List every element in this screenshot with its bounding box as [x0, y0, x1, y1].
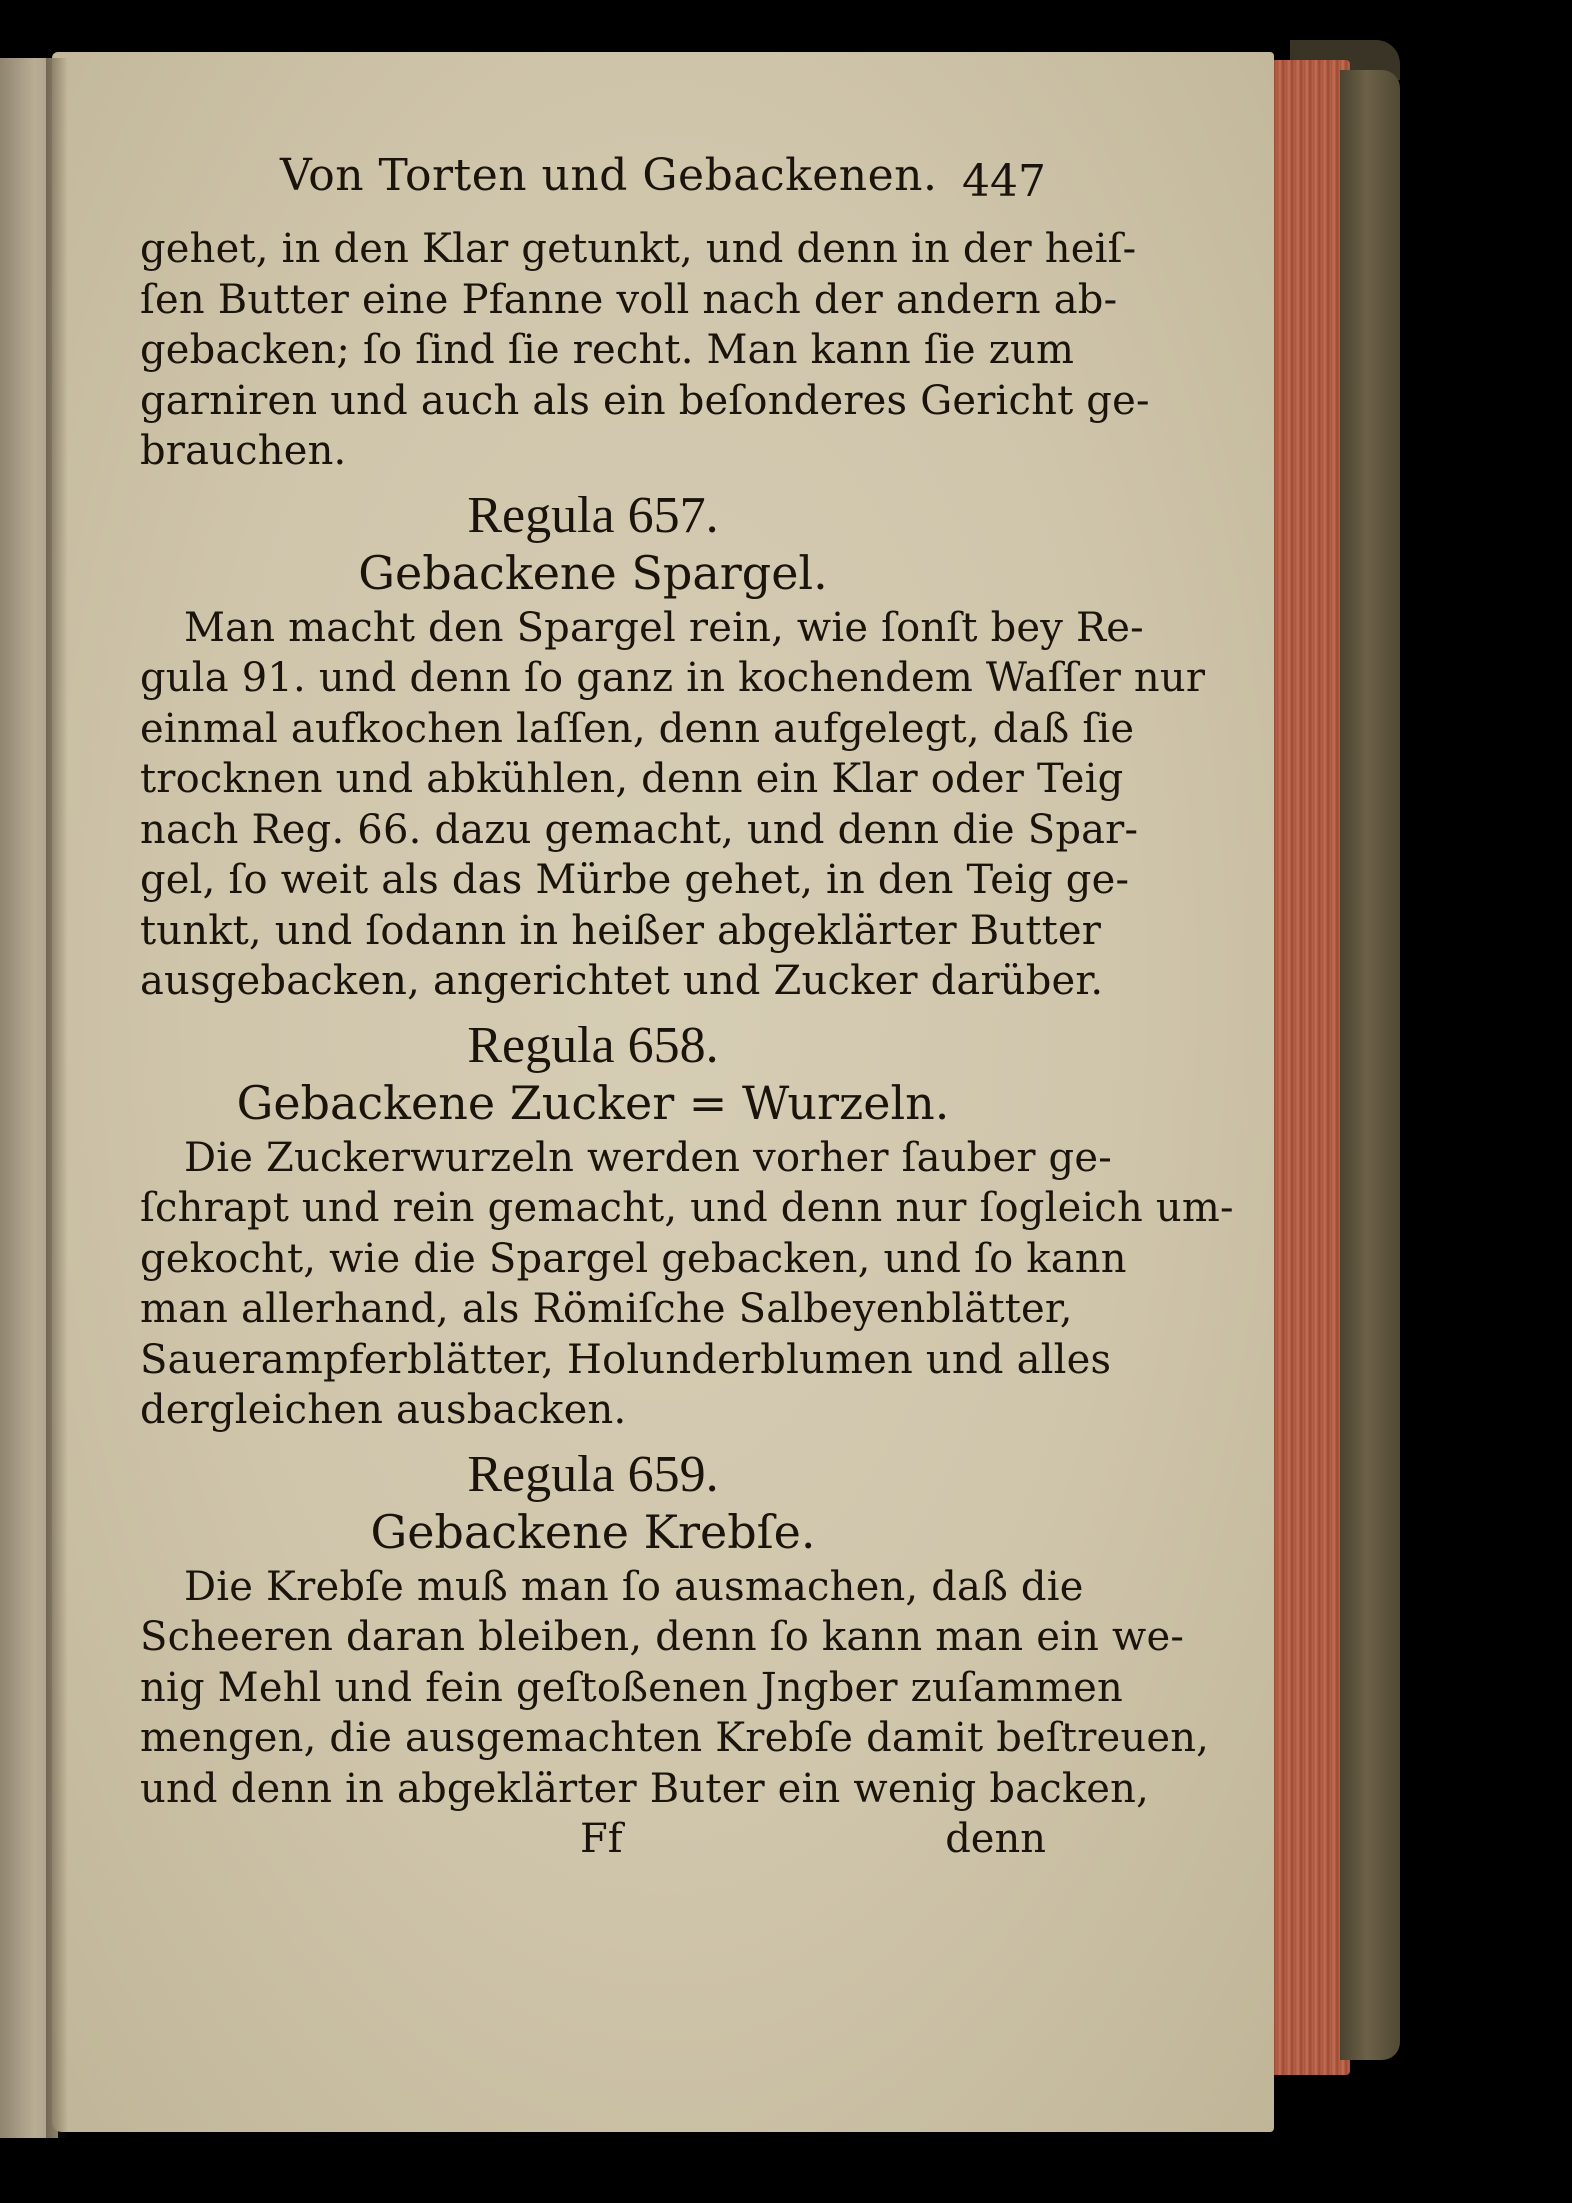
page-number: 447: [962, 156, 1046, 207]
text-line: und denn in abgeklärter Buter ein wenig backen,: [140, 1765, 1150, 1812]
text-line: brauchen.: [140, 428, 347, 474]
text-line: gel, ſo weit als das Mürbe gehet, in den Teig ge-: [140, 857, 1130, 903]
text-line: gebacken; ſo ſind ſie recht. Man kann ſie zum: [140, 327, 1075, 373]
book-cover-edge: [1340, 70, 1400, 2060]
running-head: [140, 150, 1046, 220]
running-title: Von Torten und Gebackenen.: [280, 150, 938, 201]
text-line: Die Krebſe muß man ſo ausmachen, daß die: [184, 1563, 1084, 1610]
text-line: ſchrapt und rein gemacht, und denn nur ſogleich um-: [140, 1185, 1234, 1231]
gutter-shadow: [46, 58, 68, 2138]
page-footer: [140, 1816, 1046, 1876]
red-page-edges: [1268, 60, 1350, 2075]
text-block: [140, 150, 1234, 1876]
text-line: ſen Butter eine Pfanne voll nach der andern ab-: [140, 276, 1118, 323]
text-line: trocknen und abkühlen, denn ein Klar oder Teig: [140, 756, 1124, 802]
text-line: Die Zuckerwurzeln werden vorher ſauber ge-: [184, 1134, 1112, 1181]
text-line: Man macht den Spargel rein, wie ſonſt bey Re-: [184, 604, 1144, 651]
section-regula-659: [140, 1445, 1210, 1815]
section-regula-657: [140, 486, 1206, 1007]
text-line: ausgebacken, angerichtet und Zucker darüber.: [140, 958, 1104, 1004]
text-line: gula 91. und denn ſo ganz in kochendem Waſſer nur: [140, 655, 1206, 701]
section-heading: Regula 658.: [467, 1016, 719, 1074]
section-subheading: Gebackene Zucker = Wurzeln.: [236, 1075, 950, 1130]
text-line: man allerhand, als Römiſche Salbeyenblätter,: [140, 1286, 1073, 1332]
text-line: mengen, die ausgemachten Krebſe damit beſtreuen,: [140, 1715, 1210, 1761]
signature-mark: Ff: [580, 1816, 623, 1862]
section-subheading: Gebackene Spargel.: [358, 545, 828, 600]
text-line: nig Mehl und fein geſtoßenen Jngber zuſammen: [140, 1664, 1123, 1711]
section-heading: Regula 657.: [467, 486, 719, 544]
section-subheading: Gebackene Krebſe.: [370, 1504, 816, 1559]
text-line: gehet, in den Klar getunkt, und denn in der heiſ-: [140, 226, 1137, 272]
text-line: einmal aufkochen laſſen, denn aufgelegt, daß ſie: [140, 705, 1135, 752]
text-line: tunkt, und ſodann in heißer abgeklärter Butter: [140, 907, 1102, 954]
text-line: dergleichen ausbacken.: [140, 1387, 627, 1433]
text-line: garniren und auch als ein beſonderes Gericht ge-: [140, 377, 1150, 424]
text-line: Scheeren daran bleiben, denn ſo kann man ein we-: [140, 1614, 1185, 1660]
text-line: nach Reg. 66. dazu gemacht, und denn die Spar-: [140, 806, 1139, 853]
intro-paragraph: [140, 224, 1150, 477]
section-heading: Regula 659.: [467, 1445, 719, 1503]
text-line: gekocht, wie die Spargel gebacken, und ſo kann: [140, 1235, 1127, 1282]
text-line: Sauerampferblätter, Holunderblumen und alles: [140, 1336, 1112, 1383]
section-regula-658: [140, 1016, 1234, 1436]
catchword: denn: [945, 1816, 1046, 1862]
